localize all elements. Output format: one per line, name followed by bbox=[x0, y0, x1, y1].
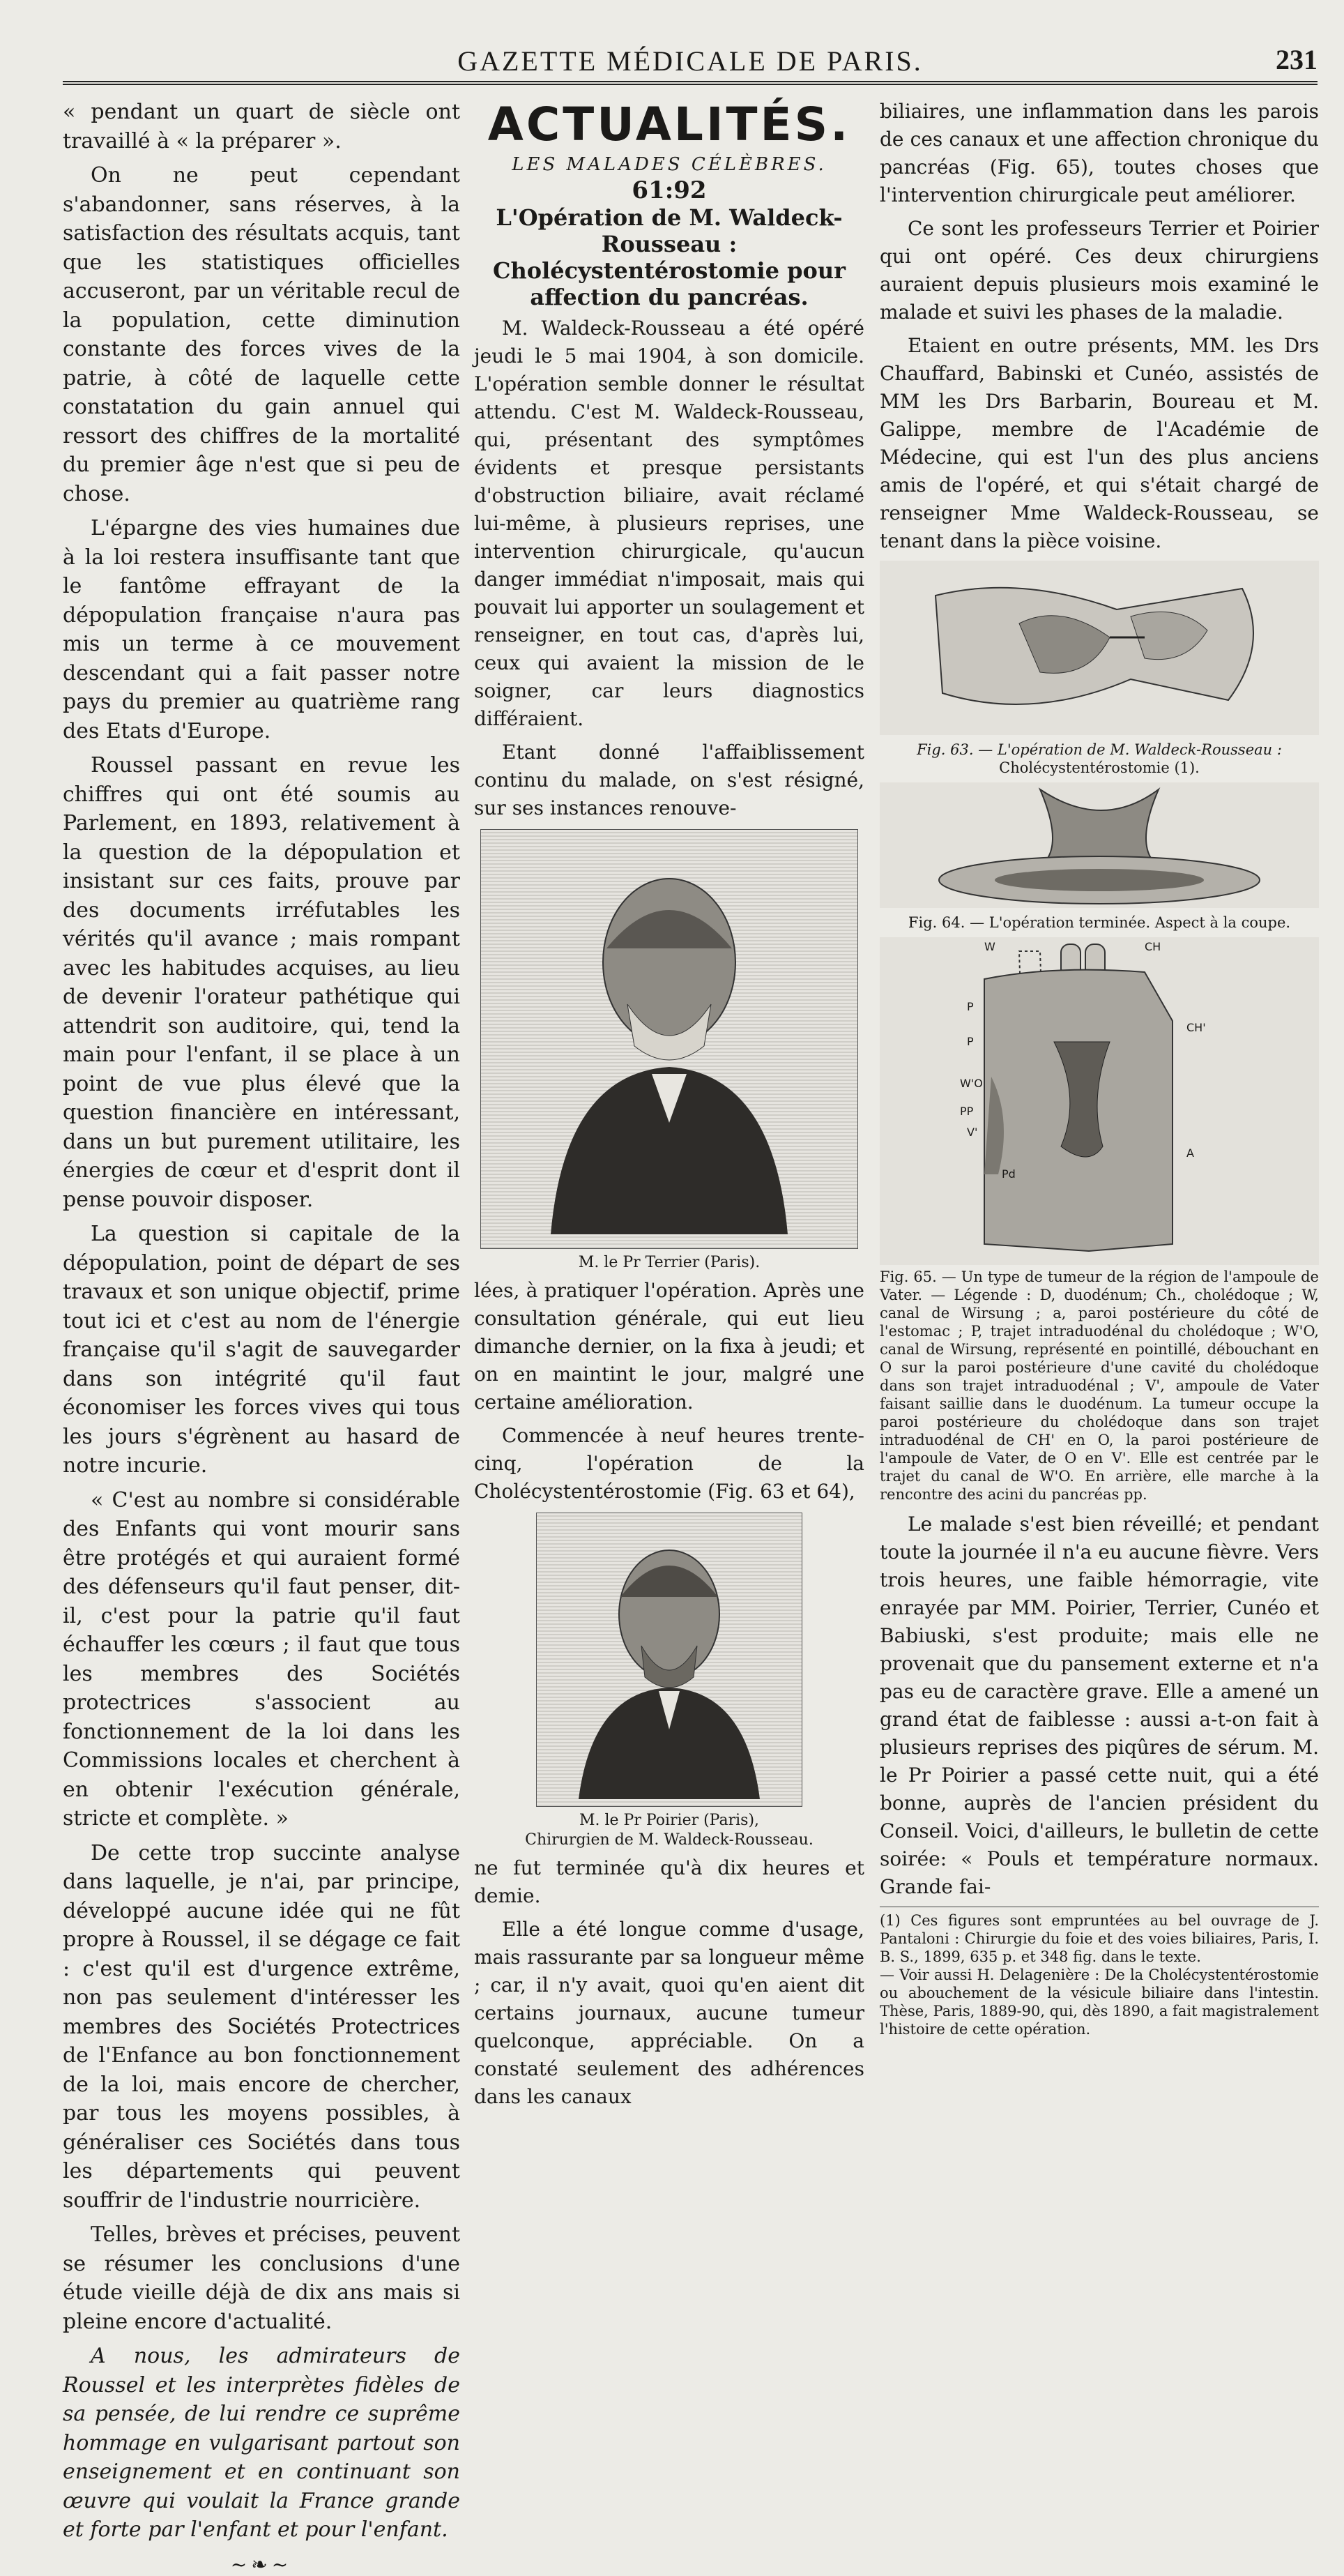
paragraph: lées, à pratiquer l'opération. Après une consultation générale, qui eut lieu dimanche dernier, on la fixa à jeudi; et on en maintint le jour, malgré une certaine amélioration. bbox=[474, 1279, 864, 1414]
paragraph: On ne peut cependant s'abandonner, sans réserves, à la satisfaction des résultats acquis, tant que les statistiques officielles accuseront, par un véritable recul de la population, cette diminution constante des forces vives de la patrie, à côté de laquelle cette constatation du gain annuel qui ressort des chiffres de la mortalité du premier âge n'est que si peu de chose. bbox=[63, 163, 460, 506]
paragraph: Ce sont les professeurs Terrier et Poirier qui ont opéré. Ces deux chirurgiens auraient depuis plusieurs mois examiné le malade et suivi les phases de la maladie. bbox=[880, 217, 1319, 324]
figure-label: W bbox=[984, 940, 995, 953]
portrait-terrier bbox=[480, 829, 858, 1249]
paragraph: Etant donné l'affaiblissement continu du malade, on s'est résigné, sur ses instances renouve- bbox=[474, 741, 864, 819]
footnote-text: — Voir aussi H. Delagenière : De la Cholécystentérostomie ou abouchement de la vésicule biliaire dans l'intestin. Thèse, Paris, 1889-90, qui, dès 1890, a fait magistralement l'histoire de cette opération. bbox=[880, 1967, 1319, 2038]
figure-label: P bbox=[967, 1035, 974, 1048]
surgery-hands-icon bbox=[880, 561, 1319, 735]
figure-label: V' bbox=[967, 1126, 978, 1139]
paragraph: De cette trop succinte analyse dans laquelle, je n'ai, par principe, développé aucune idée qui ne fût propre à Roussel, il se dégage ce fait : c'est qu'il est d'urgence extrême, non pas seulement d'intéresser les membres des Sociétés Protectrices de l'Enfance au bon fonctionnement de la loi, mais encore de chercher, par tous les moyens possibles, à généraliser ces Sociétés dans tous les départements qui peuvent souffrir de l'industrie nourricière. bbox=[63, 1840, 460, 2213]
figure-label: PP bbox=[960, 1105, 974, 1118]
subsection-title: LES MALADES CÉLÈBRES. bbox=[512, 154, 827, 175]
paragraph: La question si capitale de la dépopulation, point de départ de ses travaux et son unique objectif, prime tout ici et c'est au nom de l'énergie française qu'il s'agit de sauvegarder dans son intégrité qu'il faut économiser les forces vives qui tous les jours s'égrènent au hasard de notre incurie. bbox=[63, 1222, 460, 1478]
header-rule bbox=[63, 81, 1318, 85]
figure-caption: Cholécystentérostomie (1). bbox=[999, 759, 1200, 776]
paragraph: Telles, brèves et précises, peuvent se résumer les conclusions d'une étude vieille déjà de dix ans mais si pleine encore d'actualité. bbox=[63, 2222, 460, 2334]
column-middle bbox=[474, 98, 864, 2116]
classification-code: 61:92 bbox=[632, 176, 707, 204]
paragraph: Le malade s'est bien réveillé; et pendant toute la journée il n'a eu aucune fièvre. Vers trois heures, une faible hémorragie, vite enrayée par MM. Poirier, Terrier, Cunéo et Babiuski, s'est produite; mais elle ne provenait que du pansement externe et n'a pas eu de caractère grave. Elle a amené un grand état de faiblesse : aussi a-t-on fait à plusieurs reprises des piqûres de sérum. M. le Pr Poirier a passé cette nuit, qui a été bonne, auprès de l'ancien président du Conseil. Voici, d'ailleurs, le bulletin de cette soirée: « Pouls et température normaux. Grande fai- bbox=[880, 1513, 1319, 1898]
figure-caption: Fig. 65. — Un type de tumeur de la région de l'ampoule de Vater. — Légende : D, duodénum; Ch., cholédoque ; W, canal de Wirsung ; a, paroi postérieure du côté de l'estomac ; P, trajet intraduodénal du cholédoque ; W'O, canal de Wirsung, représenté en pointillé, débouchant en O sur la paroi postérieure d'une cavité du cholédoque dans son trajet intraduodénal ; V', ampoule de Vater faisant saillie dans le duodénum. La tumeur occupe la paroi postérieure du cholédoque dans son trajet intraduodénal de CH' en O, la paroi postérieure de l'ampoule de Vater, de O en V'. Elle est centrée par le trajet du canal de W'O. En arrière, elle marche à la rencontre des acini du pancréas pp. bbox=[880, 1268, 1319, 1503]
paragraph: « pendant un quart de siècle ont travaillé à « la préparer ». bbox=[63, 100, 460, 153]
journal-title: GAZETTE MÉDICALE DE PARIS. bbox=[457, 45, 923, 77]
figure-caption: Fig. 64. — L'opération terminée. Aspect à la coupe. bbox=[908, 914, 1291, 931]
paragraph: biliaires, une inflammation dans les parois de ces canaux et une affection chronique du pancréas (Fig. 65), toutes choses que l'intervention chirurgicale peut améliorer. bbox=[880, 100, 1319, 206]
end-ornament: ~❧~ bbox=[230, 2552, 293, 2576]
intestine-section-icon bbox=[880, 782, 1319, 908]
portrait-poirier bbox=[536, 1513, 802, 1807]
figure-label: Pd bbox=[1002, 1167, 1016, 1181]
paragraph: Etaient en outre présents, MM. les Drs Chauffard, Babinski et Cunéo, assistés de MM les Drs Barbarin, Boureau et M. Galippe, membre de l'Académie de Médecine, qui est l'un des plus anciens amis de l'opéré, et qui s'était chargé de renseigner Mme Waldeck-Rousseau, se tenant dans la pièce voisine. bbox=[880, 334, 1319, 552]
paragraph: ne fut terminée qu'à dix heures et demie. bbox=[474, 1856, 864, 1907]
paragraph: Elle a été longue comme d'usage, mais rassurante par sa longueur même ; car, il n'y avait, quoi qu'en aient dit certains journaux, aucune tumeur quelconque, appréciable. On a constaté seulement des adhérences dans les canaux bbox=[474, 1918, 864, 2108]
portrait-caption: M. le Pr Poirier (Paris), bbox=[579, 1812, 760, 1829]
figure-65 bbox=[880, 937, 1319, 1265]
paragraph: Commencée à neuf heures trente-cinq, l'opération de la Cholécystentérostomie (Fig. 63 et 64), bbox=[474, 1424, 864, 1503]
figure-63 bbox=[880, 561, 1319, 738]
portrait-caption: M. le Pr Terrier (Paris). bbox=[578, 1254, 761, 1271]
column-left bbox=[63, 98, 460, 2576]
paragraph: « C'est au nombre si considérable des Enfants qui vont mourir sans être protégés et qui auraient formé des défenseurs qu'il faut penser, dit-il, c'est pour la patrie qu'il faut échauffer les cœurs ; il faut que tous les membres des Sociétés protectrices s'associent au fonctionnement de la loi dans les Commissions locales et cherchent à en obtenir l'exécution générale, stricte et complète. » bbox=[63, 1487, 460, 1831]
figure-label: P bbox=[967, 1000, 974, 1013]
vater-ampulla-diagram-icon bbox=[880, 937, 1319, 1265]
paragraph: M. Waldeck-Rousseau a été opéré jeudi le 5 mai 1904, à son domicile. L'opération semble donner le résultat attendu. C'est M. Waldeck-Rousseau, qui, présentant des symptômes évidents et presque persistants d'obstruction biliaire, avait réclamé lui-même, à plusieurs reprises, une intervention chirurgicale, qu'aucun danger immédiat n'imposait, mais qui pouvait lui apporter un soulagement et renseigner, en tout cas, d'après lui, ceux qui avaient la mission de le soigner, car leurs diagnostics différaient. bbox=[474, 317, 864, 730]
column-right bbox=[880, 98, 1319, 2038]
portrait-caption: Chirurgien de M. Waldeck-Rousseau. bbox=[525, 1831, 814, 1849]
paragraph: Roussel passant en revue les chiffres qui ont été soumis au Parlement, en 1893, relativement à la question de la dépopulation et insistant sur ces faits, prouve par des documents irréfutables les vérités qu'il avance ; mais rompant avec les habitudes acquises, au lieu de devenir l'orateur pathétique qui attendrit son auditoire, qui, tend la main pour l'enfant, il se place à un point de vue plus élevé que la question financière en intéressant, dans un but purement utilitaire, les énergies de cœur et d'esprit dont il pense pouvoir disposer. bbox=[63, 753, 460, 1212]
portrait-engraving-icon bbox=[523, 844, 816, 1234]
section-title: ACTUALITÉS. bbox=[487, 98, 851, 151]
article-heading: L'Opération de M. Waldeck-Rousseau : Cholécystentérostomie pour affection du pancréas. bbox=[493, 204, 846, 310]
portrait-engraving-icon bbox=[565, 1520, 774, 1799]
figure-label: CH bbox=[1145, 940, 1161, 953]
footnote-text: (1) Ces figures sont empruntées au bel ouvrage de J. Pantaloni : Chirurgie du foie et des voies biliaires, Paris, I. B. S., 1899, 635 p. et 348 fig. dans le texte. bbox=[880, 1912, 1319, 1965]
page-number: 231 bbox=[1276, 44, 1318, 75]
figure-caption: Fig. 63. — L'opération de M. Waldeck-Rousseau : bbox=[917, 741, 1282, 758]
footnote bbox=[880, 1907, 1319, 2038]
figure-label: CH' bbox=[1186, 1021, 1206, 1034]
closing-paragraph: A nous, les admirateurs de Roussel et les interprètes fidèles de sa pensée, de lui rendre ce suprême hommage en vulgarisant partout son enseignement et en continuant son œuvre qui voulait la France grande et forte par l'enfant et pour l'enfant. bbox=[63, 2344, 460, 2542]
figure-label: W'O bbox=[960, 1077, 983, 1090]
paragraph: L'épargne des vies humaines due à la loi restera insuffisante tant que le fantôme effrayant de la dépopulation française n'aura pas mis un terme à ce mouvement descendant qui a fait passer notre pays du premier au quatrième rang des Etats d'Europe. bbox=[63, 516, 460, 743]
figure-label: A bbox=[1186, 1146, 1194, 1160]
figure-64 bbox=[880, 782, 1319, 911]
